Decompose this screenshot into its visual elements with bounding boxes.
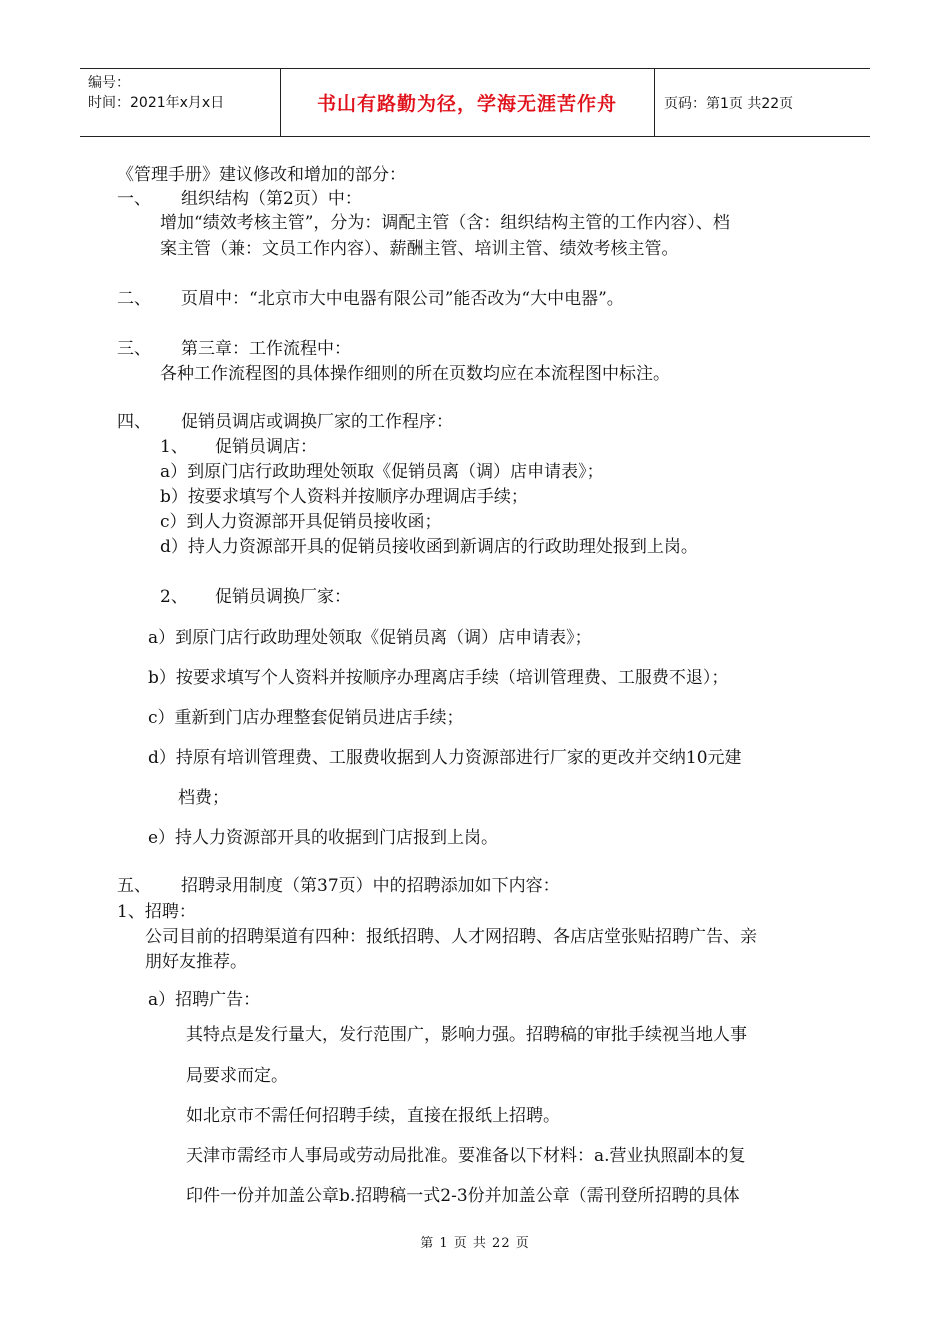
header-page-info: 页码：第1页 共22页 [664, 95, 794, 112]
page-footer: 第 1 页 共 22 页 [420, 1236, 530, 1251]
list-item: b）按要求填写个人资料并按顺序办理离店手续（培训管理费、工服费不退）； [148, 668, 729, 688]
paragraph-line: 印件一份并加盖公章b.招聘稿一式2-3份并加盖公章（需刊登所招聘的具体 [186, 1186, 740, 1206]
section-title: 促销员调店或调换厂家的工作程序： [181, 412, 453, 432]
paragraph-line: 局要求而定。 [186, 1066, 288, 1086]
paragraph-line: 朋好友推荐。 [145, 952, 247, 972]
subsection-title: 促销员调换厂家： [215, 587, 351, 607]
paragraph-line: 公司目前的招聘渠道有四种：报纸招聘、人才网招聘、各店店堂张贴招聘广告、亲 [145, 927, 757, 947]
section-number: 一、 [117, 189, 151, 209]
header-motto: 书山有路勤为径，学海无涯苦作舟 [316, 93, 617, 115]
list-item: a）到原门店行政助理处领取《促销员离（调）店申请表》； [148, 628, 592, 648]
section-title: 第三章：工作流程中： [181, 339, 351, 359]
list-item-continuation: 档费； [178, 788, 229, 808]
paragraph-line: 天津市需经市人事局或劳动局批准。要准备以下材料：a.营业执照副本的复 [186, 1146, 746, 1166]
serial-label: 编号： [88, 75, 130, 91]
header-divider [654, 69, 655, 136]
section-title: 招聘录用制度（第37页）中的招聘添加如下内容： [181, 876, 560, 896]
section-number: 四、 [117, 412, 151, 432]
section-title: 页眉中：“北京市大中电器有限公司”能否改为“大中电器”。 [181, 289, 624, 309]
list-item: b）按要求填写个人资料并按顺序办理调店手续； [160, 487, 528, 507]
list-item: e）持人力资源部开具的收据到门店报到上岗。 [148, 828, 499, 848]
paragraph-line: 增加“绩效考核主管”，分为：调配主管（含：组织结构主管的工作内容）、档 [160, 213, 730, 233]
paragraph-line: 各种工作流程图的具体操作细则的所在页数均应在本流程图中标注。 [160, 364, 670, 384]
date-label: 时间：2021年x月x日 [88, 95, 225, 111]
paragraph-line: 如北京市不需任何招聘手续，直接在报纸上招聘。 [186, 1106, 560, 1126]
list-item: d）持原有培训管理费、工服费收据到人力资源部进行厂家的更改并交纳10元建 [148, 748, 742, 768]
section-number: 五、 [117, 876, 151, 896]
list-item: d）持人力资源部开具的促销员接收函到新调店的行政助理处报到上岗。 [160, 537, 698, 557]
section-title: 组织结构（第2页）中： [181, 189, 362, 209]
list-item: c）重新到门店办理整套促销员进店手续； [148, 708, 464, 728]
subsection-title: 1、招聘： [117, 902, 196, 922]
paragraph-line: 案主管（兼：文员工作内容）、薪酬主管、培训主管、绩效考核主管。 [160, 239, 679, 259]
list-item: a）招聘广告： [148, 990, 261, 1010]
section-number: 三、 [117, 339, 151, 359]
intro-line: 《管理手册》建议修改和增加的部分： [117, 165, 406, 185]
subsection-number: 2、 [160, 587, 188, 607]
paragraph-line: 其特点是发行量大，发行范围广，影响力强。招聘稿的审批手续视当地人事 [186, 1025, 747, 1045]
header-table [80, 68, 870, 137]
list-item: a）到原门店行政助理处领取《促销员离（调）店申请表》； [160, 462, 604, 482]
subsection-title: 促销员调店： [215, 437, 317, 457]
subsection-number: 1、 [160, 437, 188, 457]
section-number: 二、 [117, 289, 151, 309]
list-item: c）到人力资源部开具促销员接收函； [160, 512, 442, 532]
header-meta [88, 73, 224, 113]
